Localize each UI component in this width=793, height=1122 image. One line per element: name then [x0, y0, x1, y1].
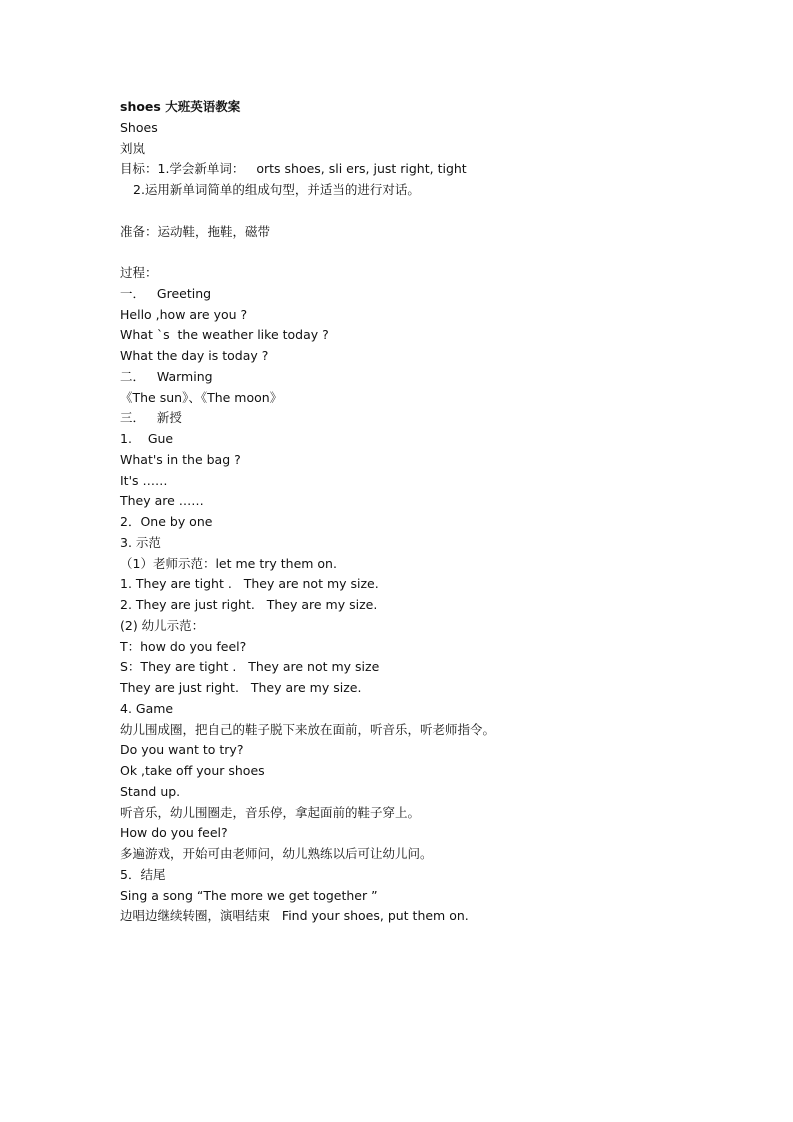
text-line: Sing a song “The more we get together ”: [120, 887, 378, 903]
text-line: 过程：: [120, 265, 158, 280]
text-line: 刘岚: [120, 140, 146, 156]
text-line: 听音乐，幼儿围圈走，音乐停，拿起面前的鞋子穿上。: [120, 804, 421, 820]
text-line: S：They are tight . They are not my size: [120, 659, 380, 675]
text-line: 5．结尾: [120, 866, 166, 882]
text-line: 4. Game: [120, 700, 174, 716]
text-line: 二． Warming: [120, 368, 213, 384]
text-line: (2) 幼儿示范：: [120, 617, 205, 633]
text-line: 多遍游戏，开始可由老师问，幼儿熟练以后可让幼儿问。: [120, 846, 433, 861]
text-line: Do you want to try?: [120, 742, 244, 758]
text-line: 2. They are just right. They are my size.: [120, 597, 378, 612]
text-line: 幼儿围成圈，把自己的鞋子脱下来放在面前，听音乐，听老师指令。: [120, 721, 496, 737]
blank-line: [120, 201, 720, 222]
text-line: （1）老师示范：let me try them on.: [120, 555, 337, 571]
text-line: 2.运用新单词简单的组成句型，并适当的进行对话。: [133, 182, 420, 197]
text-line: What's in the bag ?: [120, 451, 241, 467]
document-body: [120, 97, 720, 927]
text-line: 1. Gue: [120, 431, 174, 446]
text-line: Stand up.: [120, 783, 181, 799]
text-line: T：how do you feel?: [120, 638, 247, 654]
text-line: What the day is today ?: [120, 348, 269, 363]
text-line: 一． Greeting: [120, 285, 212, 301]
text-line: They are just right. They are my size.: [120, 680, 362, 695]
text-line: 1. They are tight . They are not my size.: [120, 576, 379, 592]
document-title: shoes 大班英语教案: [120, 99, 241, 114]
text-line: They are ……: [120, 493, 204, 509]
text-line: Hello ,how are you ?: [120, 306, 248, 322]
text-line: 2．One by one: [120, 514, 213, 529]
text-line: How do you feel?: [120, 825, 228, 841]
text-line: 目标：1.学会新单词： orts shoes, sli ers, just right, tight: [120, 161, 467, 177]
text-line: Ok ,take off your shoes: [120, 763, 265, 778]
text-line: What `s the weather like today ?: [120, 327, 329, 343]
text-line: 准备：运动鞋，拖鞋，磁带: [120, 223, 271, 239]
text-line: 边唱边继续转圈，演唱结束 Find your shoes, put them on.: [120, 908, 469, 924]
text-line: 三． 新授: [120, 410, 182, 426]
text-line: 《The sun》、《The moon》: [120, 389, 283, 405]
text-line: It's ……: [120, 472, 168, 488]
text-line: 3. 示范: [120, 534, 161, 550]
blank-line: [120, 242, 720, 263]
text-line: Shoes: [120, 119, 158, 135]
